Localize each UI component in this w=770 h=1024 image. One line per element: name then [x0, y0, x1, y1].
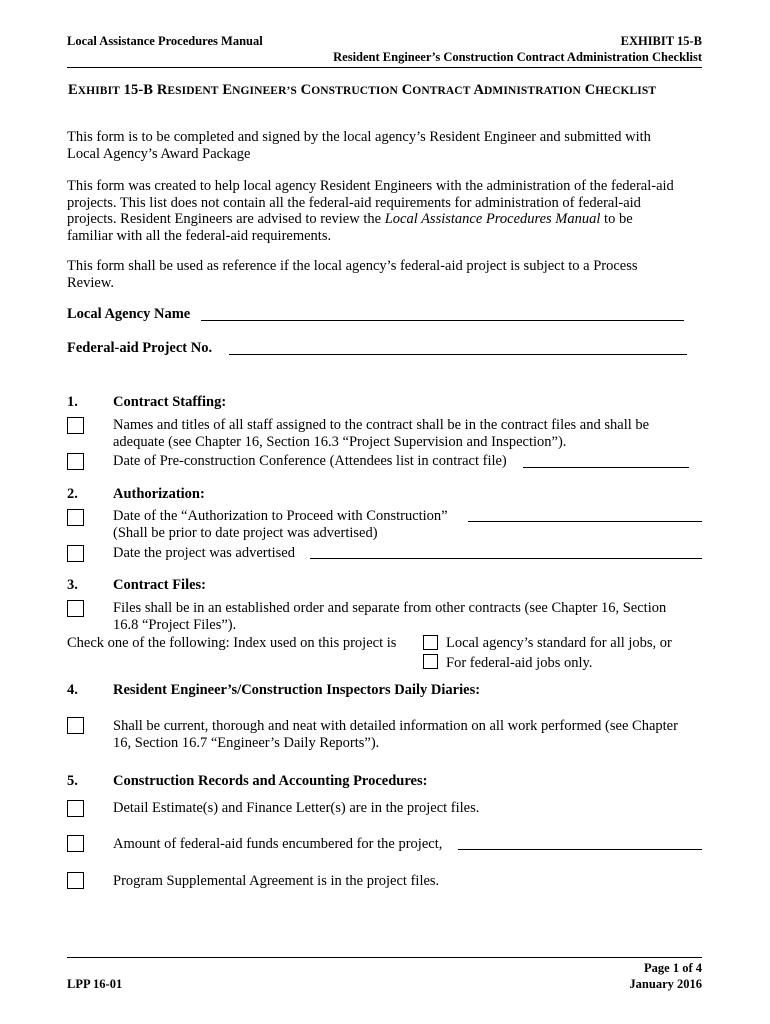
item-federal-funds: Amount of federal-aid funds encumbered for the project,	[113, 836, 443, 852]
section-5-heading: Construction Records and Accounting Procedures:	[113, 773, 428, 789]
option-local-standard: Local agency’s standard for all jobs, or	[446, 635, 672, 651]
footer-rule	[67, 957, 702, 958]
index-check-prompt: Check one of the following: Index used on this project is	[67, 635, 397, 651]
checkbox-local-standard[interactable]	[423, 635, 438, 650]
header-exhibit-number: EXHIBIT 15-B	[620, 34, 702, 48]
footer-form-number: LPP 16-01	[67, 977, 123, 991]
section-4-number: 4.	[67, 682, 78, 698]
checkbox-preconstruction-date[interactable]	[67, 453, 84, 470]
checkbox-detail-estimate[interactable]	[67, 800, 84, 817]
section-4-heading: Resident Engineer’s/Construction Inspectors Daily Diaries:	[113, 682, 481, 698]
item-staff-titles: Names and titles of all staff assigned to the contract shall be in the contract files and shall be adequate (see Chapter 16, Section 16.3 “Project Supervision and Inspection”).	[113, 417, 650, 450]
intro-paragraph-2: This form was created to help local agency Resident Engineers with the administration of the federal-aid projects. This list does not contain all the federal-aid requirements for administration of federal-aid projects. Resident Engineers are advised to review the Local Assistance Procedures Manual to be familiar with all the federal-aid requirements.	[67, 178, 674, 244]
item-advertised-date: Date the project was advertised	[113, 545, 295, 561]
authorization-date-field[interactable]	[468, 521, 702, 522]
section-3-number: 3.	[67, 577, 78, 593]
option-federal-aid-only: For federal-aid jobs only.	[446, 655, 593, 671]
header-rule	[67, 67, 702, 68]
project-number-field[interactable]	[229, 354, 687, 355]
item-files-order: Files shall be in an established order and separate from other contracts (see Chapter 16, Section 16.8 “Project Files”).	[113, 600, 667, 633]
section-1-number: 1.	[67, 394, 78, 410]
section-2-number: 2.	[67, 486, 78, 502]
intro-paragraph-1: This form is to be completed and signed by the local agency’s Resident Engineer and submitted with Local Agency’s Award Package	[67, 129, 651, 162]
intro-paragraph-3: This form shall be used as reference if the local agency’s federal-aid project is subject to a Process Review.	[67, 258, 638, 291]
agency-name-field[interactable]	[201, 320, 684, 321]
checkbox-federal-aid-only[interactable]	[423, 654, 438, 669]
checkbox-staff-titles[interactable]	[67, 417, 84, 434]
section-5-number: 5.	[67, 773, 78, 789]
checkbox-federal-funds[interactable]	[67, 835, 84, 852]
checkbox-files-order[interactable]	[67, 600, 84, 617]
checkbox-authorization-date[interactable]	[67, 509, 84, 526]
item-daily-diaries: Shall be current, thorough and neat with detailed information on all work performed (see Chapter 16, Section 16.7 “Engineer’s Daily Reports”).	[113, 718, 678, 751]
checkbox-advertised-date[interactable]	[67, 545, 84, 562]
page-title: EXHIBIT 15-B RESIDENT ENGINEER’S CONSTRUCTION CONTRACT ADMINISTRATION CHECKLIST	[68, 82, 657, 98]
project-number-label: Federal-aid Project No.	[67, 340, 213, 356]
section-2-heading: Authorization:	[113, 486, 205, 502]
header-manual-title: Local Assistance Procedures Manual	[67, 34, 263, 48]
federal-funds-field[interactable]	[458, 849, 702, 850]
section-3-heading: Contract Files:	[113, 577, 207, 593]
checkbox-supplemental-agreement[interactable]	[67, 872, 84, 889]
agency-name-label: Local Agency Name	[67, 306, 191, 322]
checkbox-daily-diaries[interactable]	[67, 717, 84, 734]
item-authorization-date: Date of the “Authorization to Proceed with Construction” (Shall be prior to date project was advertised)	[113, 508, 448, 541]
preconstruction-date-field[interactable]	[523, 467, 689, 468]
header-exhibit-title: Resident Engineer’s Construction Contract Administration Checklist	[333, 50, 702, 64]
footer-date: January 2016	[629, 977, 702, 991]
item-detail-estimate: Detail Estimate(s) and Finance Letter(s) are in the project files.	[113, 800, 480, 816]
advertised-date-field[interactable]	[310, 558, 702, 559]
item-supplemental-agreement: Program Supplemental Agreement is in the project files.	[113, 873, 440, 889]
footer-page-number: Page 1 of 4	[644, 961, 702, 975]
item-preconstruction-date: Date of Pre-construction Conference (Attendees list in contract file)	[113, 453, 507, 469]
section-1-heading: Contract Staffing:	[113, 394, 227, 410]
